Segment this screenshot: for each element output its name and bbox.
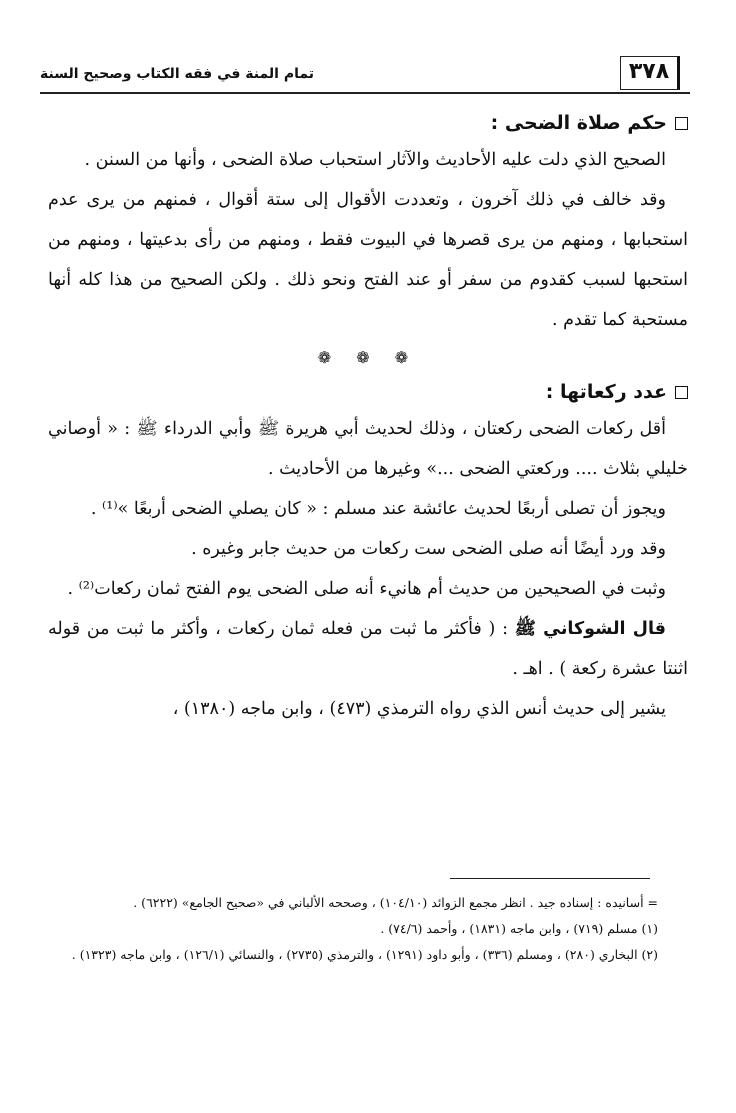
footnote-1: (١) مسلم (٧١٩) ، وابن ماجه (١٨٣١) ، وأحمد (٧٤/٦) . [380,921,658,936]
footnote-2: (٢) البخاري (٢٨٠) ، ومسلم (٣٣٦) ، وأبو داود (١٢٩١) ، والترمذي (٢٧٣٥) ، والنسائي (١٢٦/١) ، وابن ماجه (١٣٢٣) . [71,947,658,962]
book-title: تمام المنة في فقه الكتاب وصحيح السنة [40,66,314,82]
footnote-separator [450,878,650,879]
paragraph [48,609,688,689]
paragraph: أقل ركعات الضحى ركعتان ، وذلك لحديث أبي هريرة ﷺ وأبي الدرداء ﷺ : « أوصاني خليلي بثلاث .... وركعتي الضحى ...» وغيرها من الأحاديث . [48,419,688,479]
header-rule [40,92,690,94]
paragraph: الصحيح الذي دلت عليه الأحاديث والآثار استحباب صلاة الضحى ، وأنها من السنن . [84,150,666,170]
paragraph: وقد ورد أيضًا أنه صلى الضحى ست ركعات من حديث جابر وغيره . [191,539,666,559]
page-body [48,104,688,729]
section-ornament: ❁ ❁ ❁ [317,348,419,367]
heading-text: حكم صلاة الضحى : [490,112,667,134]
quote-attribution: قال الشوكاني ﷺ [514,619,666,639]
footnotes [58,890,658,968]
checkbox-square-icon [675,386,688,399]
page-number: ٣٧٨ [620,56,680,90]
running-header [40,52,690,96]
paragraph: ويجوز أن تصلى أربعًا لحديث عائشة عند مسلم : « كان يصلي الضحى أربعًا »⁽¹⁾ . [90,499,666,519]
section-heading-rakat-count [48,381,688,403]
checkbox-square-icon [675,117,688,130]
quote-text: : ( فأكثر ما ثبت من فعله ثمان ركعات ، وأكثر ما ثبت من قوله اثنتا عشرة ركعة ) . اهـ . [48,619,688,679]
paragraph: وقد خالف في ذلك آخرون ، وتعددت الأقوال إلى ستة أقوال ، فمنهم من يرى عدم استحبابها ، ومنهم من يرى قصرها في البيوت فقط ، ومنهم من رأى بدعيتها ، ومنهم من استحبها لسبب كقدوم من سفر أو عند الفتح ونحو ذلك . ولكن الصحيح من هذا كله أنها مستحبة كما تقدم . [48,190,688,330]
paragraph: يشير إلى حديث أنس الذي رواه الترمذي (٤٧٣) ، وابن ماجه (١٣٨٠) ، [172,699,666,719]
footnote-continuation: = أسانيده : إسناده جيد . انظر مجمع الزوائد (١٠٤/١٠) ، وصححه الألباني في «صحيح الجامع» (٦٢٢٢) . [133,895,658,910]
paragraph: وثبت في الصحيحين من حديث أم هانيء أنه صلى الضحى يوم الفتح ثمان ركعات⁽²⁾ . [67,579,666,599]
heading-text: عدد ركعاتها : [545,381,667,403]
section-heading-duha-ruling [48,112,688,134]
